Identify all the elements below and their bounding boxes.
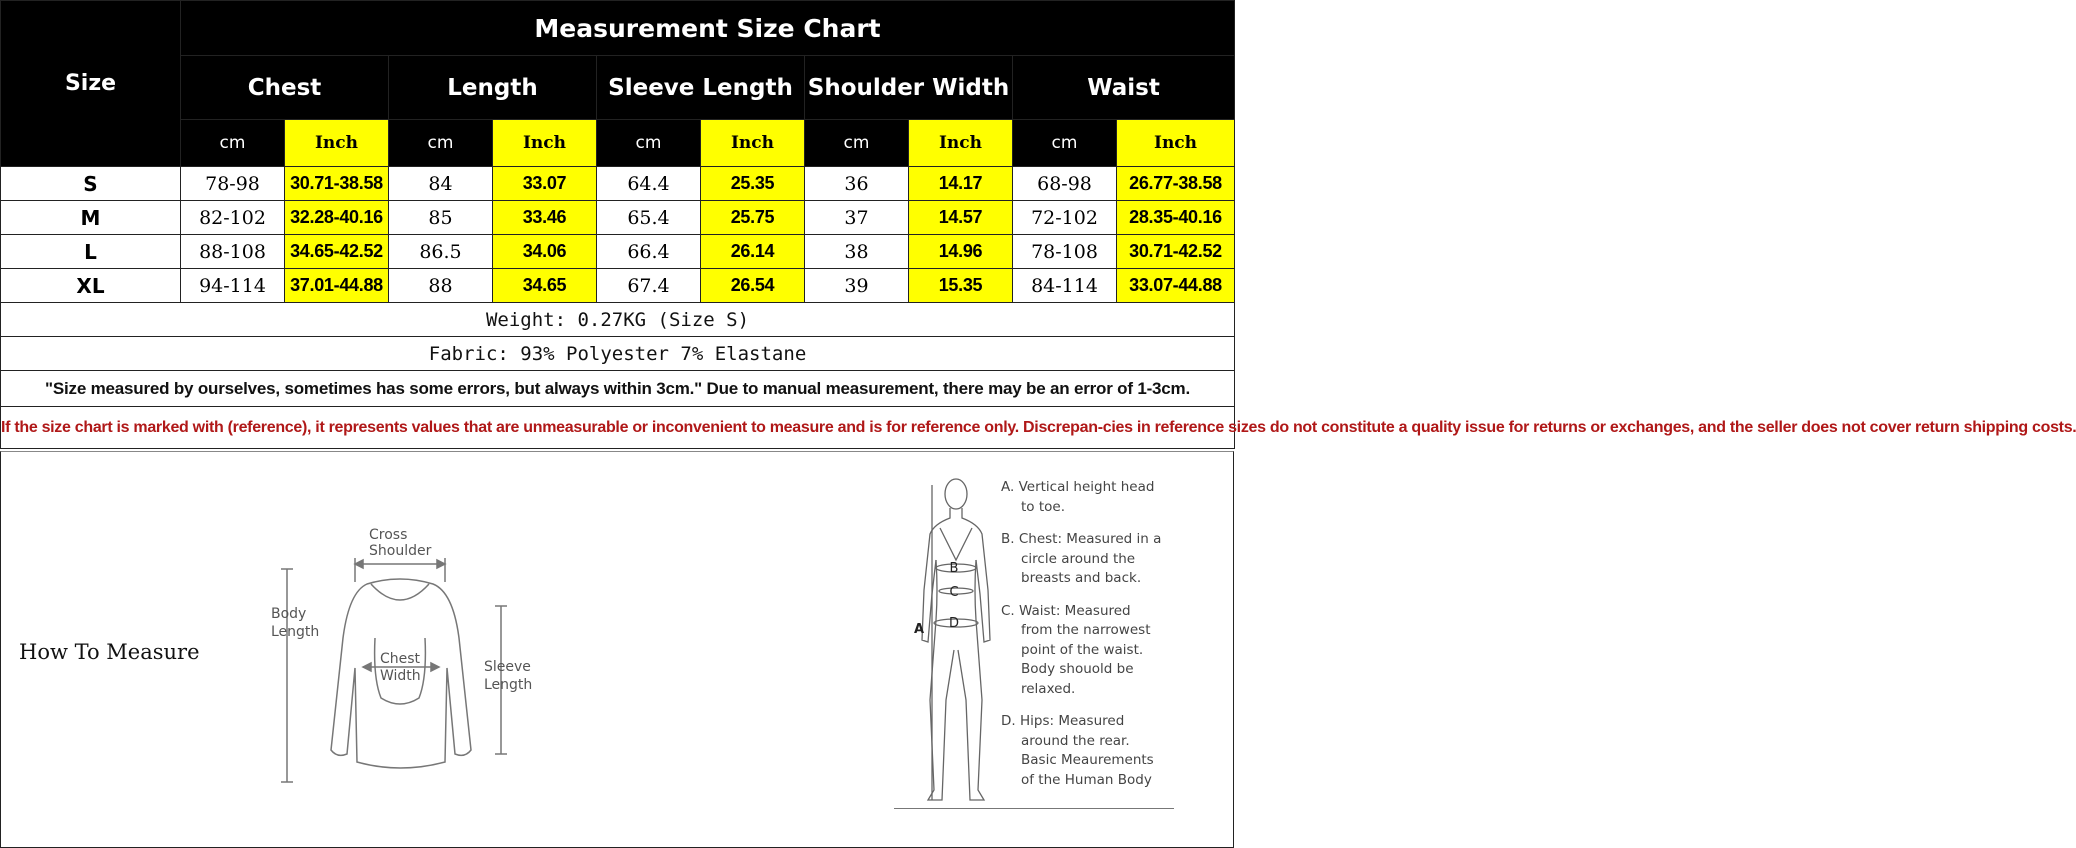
inch-cell: 25.35: [701, 167, 805, 201]
inch-cell: 14.96: [909, 235, 1013, 269]
cm-cell: 84-114: [1013, 269, 1117, 303]
table-row: [1, 235, 1235, 269]
cross-label: Cross: [369, 527, 408, 543]
inch-cell: 28.35-40.16: [1117, 201, 1235, 235]
cm-cell: 82-102: [181, 201, 285, 235]
group-header-waist: Waist: [1013, 56, 1235, 120]
legend-line: point of the waist.: [1021, 641, 1144, 658]
size-cell: XL: [1, 269, 181, 303]
cm-cell: 94-114: [181, 269, 285, 303]
how-to-measure-label: How To Measure: [19, 640, 200, 664]
inch-cell: 32.28-40.16: [285, 201, 389, 235]
group-header-chest: Chest: [181, 56, 389, 120]
inch-cell: 26.54: [701, 269, 805, 303]
cm-cell: 84: [389, 167, 493, 201]
legend-line: breasts and back.: [1021, 570, 1142, 586]
garment-diagram: [263, 518, 553, 788]
divider: [894, 808, 1174, 809]
legend-line: Body shouold be: [1021, 661, 1134, 677]
unit-inch-header: Inch: [701, 120, 805, 167]
inch-cell: 30.71-38.58: [285, 167, 389, 201]
cm-cell: 85: [389, 201, 493, 235]
how-to-measure-panel: [0, 451, 1234, 848]
unit-inch-header: Inch: [285, 120, 389, 167]
cm-cell: 66.4: [597, 235, 701, 269]
size-cell: L: [1, 235, 181, 269]
cm-cell: 86.5: [389, 235, 493, 269]
legend-head: D. Hips: Measured: [1001, 713, 1125, 729]
legend-line: from the narrowest: [1021, 622, 1151, 638]
inch-cell: 33.46: [493, 201, 597, 235]
group-header-length: Length: [389, 56, 597, 120]
width-label: Width: [380, 668, 421, 684]
measurement-note: "Size measured by ourselves, sometimes has some errors, but always within 3cm." Due to manual measurement, there may be an error of 1-3cm.: [1, 371, 1235, 407]
legend-line: around the rear.: [1021, 732, 1130, 749]
cm-cell: 88: [389, 269, 493, 303]
label-a: A: [914, 622, 925, 637]
weight-info: Weight: 0.27KG (Size S): [1, 303, 1235, 337]
table-row: [1, 269, 1235, 303]
inch-cell: 30.71-42.52: [1117, 235, 1235, 269]
inch-cell: 33.07: [493, 167, 597, 201]
unit-cm-header: cm: [597, 120, 701, 167]
legend-item: [1001, 530, 1201, 589]
table-row: [1, 201, 1235, 235]
unit-cm-header: cm: [181, 120, 285, 167]
inch-cell: 14.57: [909, 201, 1013, 235]
cm-cell: 68-98: [1013, 167, 1117, 201]
unit-inch-header: Inch: [909, 120, 1013, 167]
measurement-legend: [1001, 478, 1201, 803]
label-d: D: [948, 616, 960, 631]
unit-cm-header: cm: [805, 120, 909, 167]
inch-cell: 33.07-44.88: [1117, 269, 1235, 303]
size-cell: S: [1, 167, 181, 201]
legend-item: [1001, 478, 1201, 517]
inch-cell: 37.01-44.88: [285, 269, 389, 303]
legend-line: circle around the: [1021, 550, 1136, 567]
cm-cell: 37: [805, 201, 909, 235]
unit-inch-header: Inch: [493, 120, 597, 167]
group-header-shoulder-width: Shoulder Width: [805, 56, 1013, 120]
cm-cell: 36: [805, 167, 909, 201]
sleeve-length-label: Length: [484, 677, 533, 693]
body-length-label: Length: [271, 624, 320, 640]
legend-head: B. Chest: Measured in a: [1001, 531, 1162, 547]
unit-inch-header: Inch: [1117, 120, 1235, 167]
table-row: [1, 167, 1235, 201]
cm-cell: 64.4: [597, 167, 701, 201]
cm-cell: 88-108: [181, 235, 285, 269]
body-diagram: [894, 470, 1014, 815]
inch-cell: 15.35: [909, 269, 1013, 303]
sleeve-label: Sleeve: [484, 659, 531, 675]
legend-head: C. Waist: Measured: [1001, 602, 1131, 619]
label-c: C: [949, 585, 959, 600]
unit-cm-header: cm: [389, 120, 493, 167]
cm-cell: 72-102: [1013, 201, 1117, 235]
inch-cell: 34.06: [493, 235, 597, 269]
legend-line: of the Human Body: [1021, 771, 1152, 788]
inch-cell: 26.14: [701, 235, 805, 269]
label-b: B: [949, 561, 959, 576]
legend-item: [1001, 712, 1201, 790]
legend-line: to toe.: [1021, 498, 1065, 515]
fabric-info: Fabric: 93% Polyester 7% Elastane: [1, 337, 1235, 371]
cm-cell: 78-98: [181, 167, 285, 201]
cm-cell: 78-108: [1013, 235, 1117, 269]
cm-cell: 39: [805, 269, 909, 303]
inch-cell: 34.65: [493, 269, 597, 303]
chest-label: Chest: [380, 651, 421, 667]
legend-head: A. Vertical height head: [1001, 479, 1155, 495]
inch-cell: 25.75: [701, 201, 805, 235]
chart-title: Measurement Size Chart: [181, 1, 1235, 56]
reference-disclaimer: If the size chart is marked with (reference), it represents values that are unmeasurable or inconvenient to measure and is for reference only. Discrepan-cies in reference sizes do not constitute a quality issue for returns or exchanges, and the seller does not cover return shipping costs.: [1, 407, 1235, 449]
cm-cell: 67.4: [597, 269, 701, 303]
cm-cell: 38: [805, 235, 909, 269]
size-cell: M: [1, 201, 181, 235]
inch-cell: 34.65-42.52: [285, 235, 389, 269]
legend-item: [1001, 602, 1201, 700]
unit-cm-header: cm: [1013, 120, 1117, 167]
inch-cell: 14.17: [909, 167, 1013, 201]
cm-cell: 65.4: [597, 201, 701, 235]
group-header-sleeve-length: Sleeve Length: [597, 56, 805, 120]
inch-cell: 26.77-38.58: [1117, 167, 1235, 201]
shoulder-label: Shoulder: [369, 543, 432, 559]
body-label: Body: [271, 606, 307, 622]
size-header: Size: [1, 1, 181, 167]
legend-line: relaxed.: [1021, 680, 1076, 697]
legend-line: Basic Meaurements: [1021, 752, 1154, 768]
